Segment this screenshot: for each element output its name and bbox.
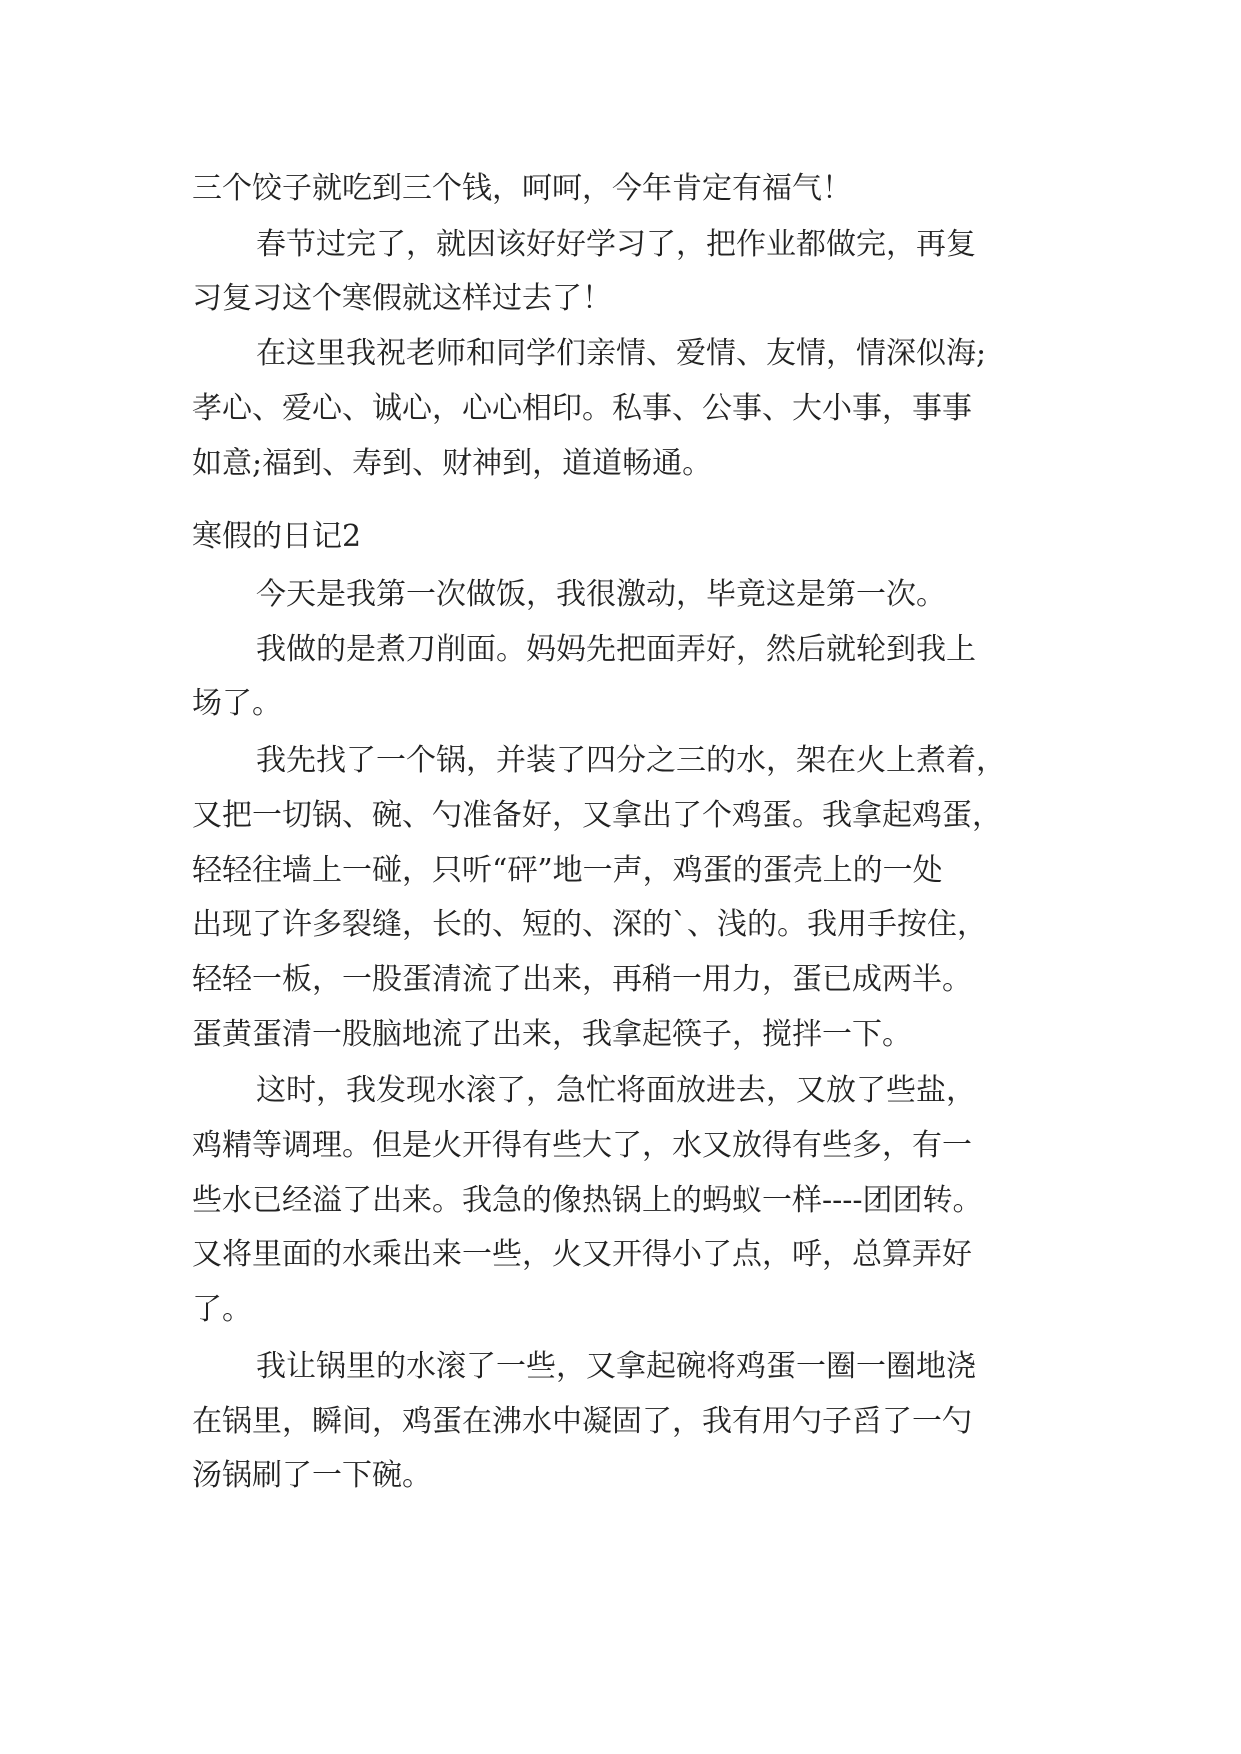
text-line: 春节过完了，就因该好好学习了，把作业都做完，再复 [256,227,976,262]
text-line: 我先找了一个锅，并装了四分之三的水，架在火上煮着， [256,743,1006,778]
text-line: 轻轻一板，一股蛋清流了出来，再稍一用力，蛋已成两半。 [192,962,972,997]
text-line: 今天是我第一次做饭，我很激动，毕竟这是第一次。 [256,577,946,612]
text-line: 汤锅刷了一下碗。 [192,1458,432,1493]
text-line: 我做的是煮刀削面。妈妈先把面弄好，然后就轮到我上 [256,632,976,667]
text-line: 鸡精等调理。但是火开得有些大了，水又放得有些多，有一 [192,1128,972,1163]
text-line: 我让锅里的水滚了一些，又拿起碗将鸡蛋一圈一圈地浇 [256,1349,976,1384]
text-line: 了。 [192,1292,252,1327]
text-line: 蛋黄蛋清一股脑地流了出来，我拿起筷子，搅拌一下。 [192,1017,912,1052]
text-line: 又把一切锅、碗、勺准备好，又拿出了个鸡蛋。我拿起鸡蛋， [192,798,1002,833]
text-line: 轻轻往墙上一碰，只听“砰”地一声，鸡蛋的蛋壳上的一处 [192,853,943,888]
text-line: 三个饺子就吃到三个钱，呵呵，今年肯定有福气！ [192,171,852,206]
text-line: 在这里我祝老师和同学们亲情、爱情、友情，情深似海; [256,336,987,371]
text-line: 这时，我发现水滚了，急忙将面放进去，又放了些盐， [256,1073,976,1108]
text-line: 如意;福到、寿到、财神到，道道畅通。 [192,446,713,481]
text-line: 场了。 [192,686,282,721]
text-line: 又将里面的水乘出来一些，火又开得小了点，呼，总算弄好 [192,1237,972,1272]
text-line: 在锅里，瞬间，鸡蛋在沸水中凝固了，我有用勺子舀了一勺 [192,1404,972,1439]
section-heading: 寒假的日记2 [192,519,362,554]
text-line: 些水已经溢了出来。我急的像热锅上的蚂蚁一样----团团转。 [192,1183,983,1218]
text-line: 出现了许多裂缝，长的、短的、深的`、浅的。我用手按住， [192,907,987,942]
text-line: 习复习这个寒假就这样过去了！ [192,281,612,316]
text-line: 孝心、爱心、诚心，心心相印。私事、公事、大小事，事事 [192,391,972,426]
